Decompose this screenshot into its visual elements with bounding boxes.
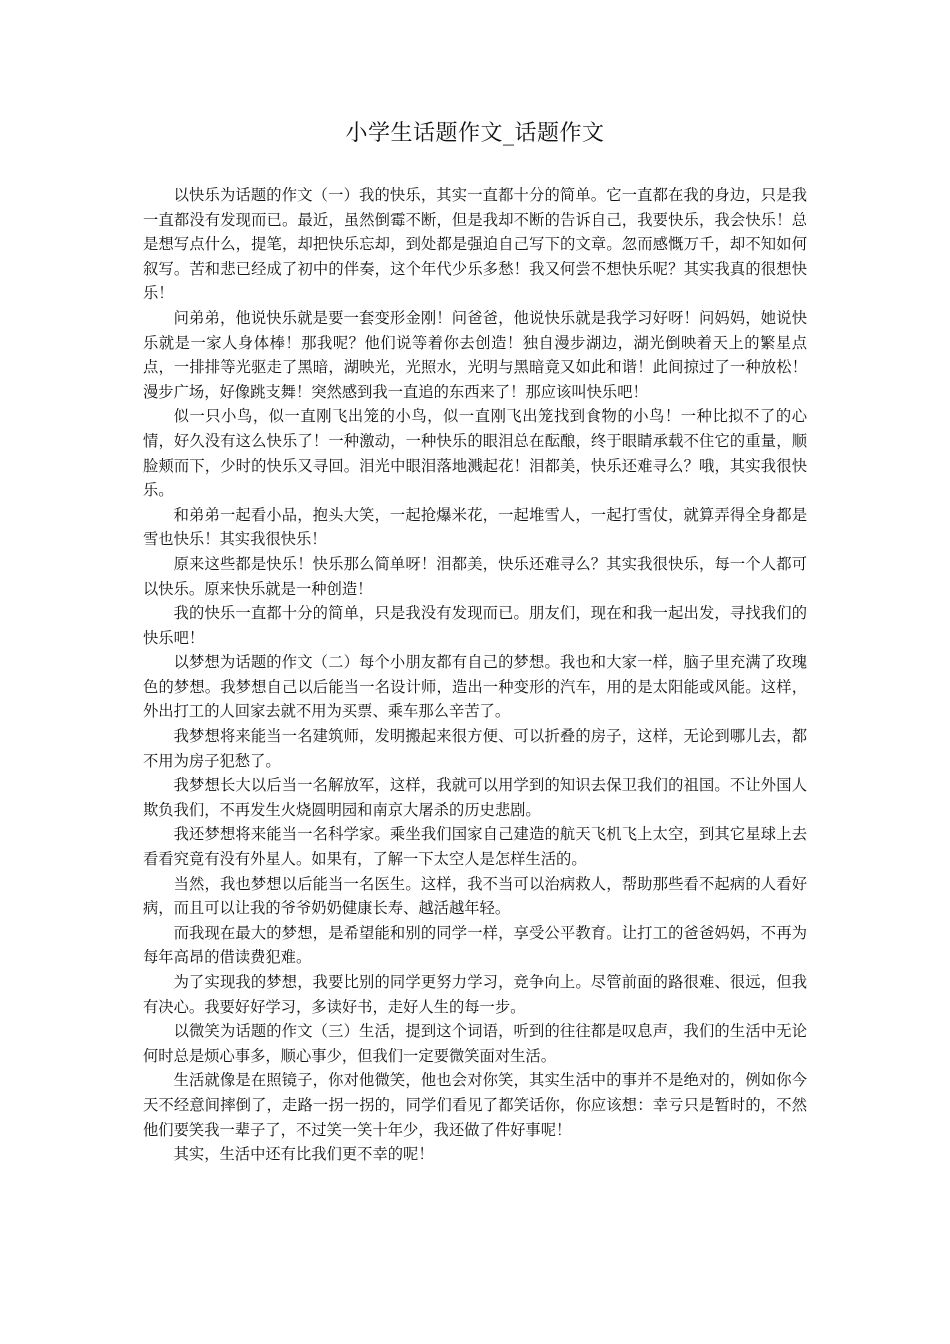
paragraph: 问弟弟，他说快乐就是要一套变形金刚！问爸爸，他说快乐就是我学习好呀！问妈妈，她说快乐就是一家人身体棒！那我呢？他们说等着你去创造！独自漫步湖边，湖光倒映着天上的繁星点点，一排排等光驱走了黑暗，湖映光，光照水，光明与黑暗竟又如此和谐！此间掠过了一种放松！漫步广场，好像跳支舞！突然感到我一直追的东西来了！那应该叫快乐吧！ [143, 308, 807, 401]
paragraph: 似一只小鸟，似一直刚飞出笼的小鸟，似一直刚飞出笼找到食物的小鸟！一种比拟不了的心情，好久没有这么快乐了！一种激动，一种快乐的眼泪总在酝酿，终于眼睛承载不住它的重量，顺脸颊而下，少时的快乐又寻回。泪光中眼泪落地溅起花！泪都美，快乐还难寻么？哦，其实我很快乐。 [143, 407, 807, 500]
paragraph: 我梦想将来能当一名建筑师，发明搬起来很方便、可以折叠的房子，这样，无论到哪儿去，都不用为房子犯愁了。 [143, 727, 807, 770]
paragraph: 原来这些都是快乐！快乐那么简单呀！泪都美，快乐还难寻么？其实我很快乐，每一个人都可以快乐。原来快乐就是一种创造！ [143, 554, 807, 598]
paragraph: 以梦想为话题的作文（二）每个小朋友都有自己的梦想。我也和大家一样，脑子里充满了玫瑰色的梦想。我梦想自己以后能当一名设计师，造出一种变形的汽车，用的是太阳能或风能。这样，外出打工的人回家去就不用为买票、乘车那么辛苦了。 [143, 653, 807, 721]
document-body [143, 183, 807, 1167]
paragraph: 为了实现我的梦想，我要比别的同学更努力学习，竞争向上。尽管前面的路很难、很远，但我有决心。我要好好学习，多读好书，走好人生的每一步。 [143, 973, 807, 1016]
document-title: 小学生话题作文_话题作文 [345, 121, 605, 146]
paragraph: 生活就像是在照镜子，你对他微笑，他也会对你笑，其实生活中的事并不是绝对的，例如你今天不经意间摔倒了，走路一拐一拐的，同学们看见了都笑话你，你应该想：幸亏只是暂时的，不然他们要笑我一辈子了，不过笑一笑十年少，我还做了件好事呢！ [143, 1071, 807, 1139]
paragraph: 以微笑为话题的作文（三）生活，提到这个词语，听到的往往都是叹息声，我们的生活中无论何时总是烦心事多，顺心事少，但我们一定要微笑面对生活。 [143, 1022, 807, 1065]
paragraph: 和弟弟一起看小品，抱头大笑，一起抢爆米花，一起堆雪人，一起打雪仗，就算弄得全身都是雪也快乐！其实我很快乐！ [143, 505, 807, 549]
paragraph: 其实，生活中还有比我们更不幸的呢！ [173, 1145, 434, 1164]
paragraph: 我还梦想将来能当一名科学家。乘坐我们国家自己建造的航天飞机飞上太空，到其它星球上去看看究竟有没有外星人。如果有，了解一下太空人是怎样生活的。 [143, 825, 807, 869]
paragraph: 当然，我也梦想以后能当一名医生。这样，我不当可以治病救人，帮助那些看不起病的人看好病，而且可以让我的爷爷奶奶健康长寿、越活越年轻。 [143, 874, 807, 918]
paragraph: 而我现在最大的梦想，是希望能和别的同学一样，享受公平教育。让打工的爸爸妈妈，不再为每年高昂的借读费犯难。 [143, 923, 807, 967]
paragraph: 我的快乐一直都十分的简单，只是我没有发现而已。朋友们，现在和我一起出发，寻找我们的快乐吧！ [143, 604, 807, 647]
paragraph: 以快乐为话题的作文（一）我的快乐，其实一直都十分的简单。它一直都在我的身边，只是我一直都没有发现而已。最近，虽然倒霉不断，但是我却不断的告诉自己，我要快乐，我会快乐！总是想写点什么，提笔，却把快乐忘却，到处都是强迫自己写下的文章。忽而感慨万千，却不知如何叙写。苦和悲已经成了初中的伴奏，这个年代少乐多愁！我又何尝不想快乐呢？其实我真的很想快乐！ [143, 186, 807, 303]
paragraph: 我梦想长大以后当一名解放军，这样，我就可以用学到的知识去保卫我们的祖国。不让外国人欺负我们，不再发生火烧圆明园和南京大屠杀的历史悲剧。 [143, 776, 807, 819]
